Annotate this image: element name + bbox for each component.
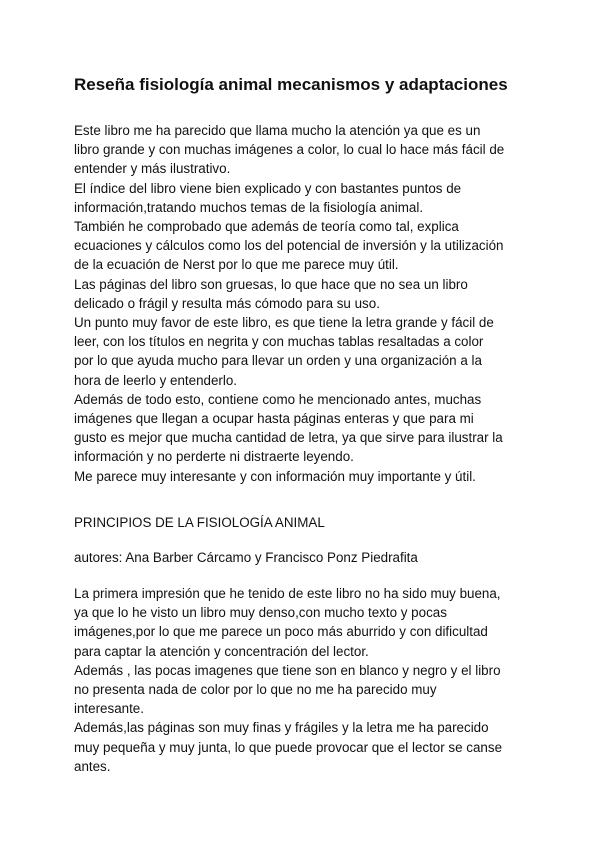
- text-line: para captar la atención y concentración del lector.: [74, 643, 369, 659]
- text-line: no presenta nada de color por lo que no me ha parecido muy: [74, 682, 437, 698]
- text-line: interesante.: [74, 701, 144, 717]
- text-line: gusto es mejor que mucha cantidad de letra, ya que sirve para ilustrar la: [74, 430, 503, 446]
- text-line: de la ecuación de Nerst por lo que me parece muy útil.: [74, 257, 399, 273]
- text-line: imágenes que llegan a ocupar hasta páginas enteras y que para mi: [74, 411, 474, 427]
- text-line: muy pequeña y muy junta, lo que puede provocar que el lector se canse: [74, 739, 503, 755]
- text-line: delicado o frágil y resulta más cómodo para su uso.: [74, 295, 380, 311]
- text-line: imágenes,por lo que me parece un poco más aburrido y con dificultad: [74, 624, 488, 640]
- text-line: La primera impresión que he tenido de este libro no ha sido muy buena,: [74, 586, 501, 601]
- text-line: antes.: [74, 758, 111, 774]
- text-line: Además , las pocas imagenes que tiene son en blanco y negro y el libro: [74, 662, 501, 678]
- text-line: También he comprobado que además de teoría como tal, explica: [74, 219, 459, 235]
- text-line: ecuaciones y cálculos como los del potencial de inversión y la utilización: [74, 238, 504, 254]
- text-line: El índice del libro viene bien explicado y con bastantes puntos de: [74, 180, 462, 196]
- review-paragraph-1: [74, 121, 534, 486]
- text-line: información,tratando muchos temas de la fisiología animal.: [74, 199, 424, 215]
- text-line: Este libro me ha parecido que llama mucho la atención ya que es un: [74, 123, 481, 138]
- text-line: Me parece muy interesante y con información muy importante y útil.: [74, 468, 476, 484]
- text-line: hora de leerlo y entenderlo.: [74, 372, 238, 388]
- text-line: libro grande y con muchas imágenes a color, lo cual lo hace más fácil de: [74, 142, 505, 158]
- text-line: entender y más ilustrativo.: [74, 161, 231, 177]
- text-line: Las páginas del libro son gruesas, lo que hace que no sea un libro: [74, 276, 468, 292]
- document-title: Reseña fisiología animal mecanismos y adaptaciones: [74, 75, 508, 94]
- section-2-authors: autores: Ana Barber Cárcamo y Francisco Ponz Piedrafita: [74, 550, 418, 565]
- text-line: información y no perderte ni distraerte leyendo.: [74, 449, 354, 465]
- text-line: ya que lo he visto un libro muy denso,con mucho texto y pocas: [74, 605, 447, 621]
- text-line: Además de todo esto, contiene como he mencionado antes, muchas: [74, 391, 482, 407]
- review-paragraph-2: [74, 584, 534, 776]
- text-line: por lo que ayuda mucho para llevar un orden y una organización a la: [74, 353, 482, 369]
- text-line: Además,las páginas son muy finas y frágiles y la letra me ha parecido: [74, 720, 489, 736]
- section-2-title: PRINCIPIOS DE LA FISIOLOGÍA ANIMAL: [74, 515, 325, 530]
- text-line: Un punto muy favor de este libro, es que tiene la letra grande y fácil de: [74, 315, 494, 331]
- text-line: leer, con los títulos en negrita y con muchas tablas resaltadas a color: [74, 334, 484, 350]
